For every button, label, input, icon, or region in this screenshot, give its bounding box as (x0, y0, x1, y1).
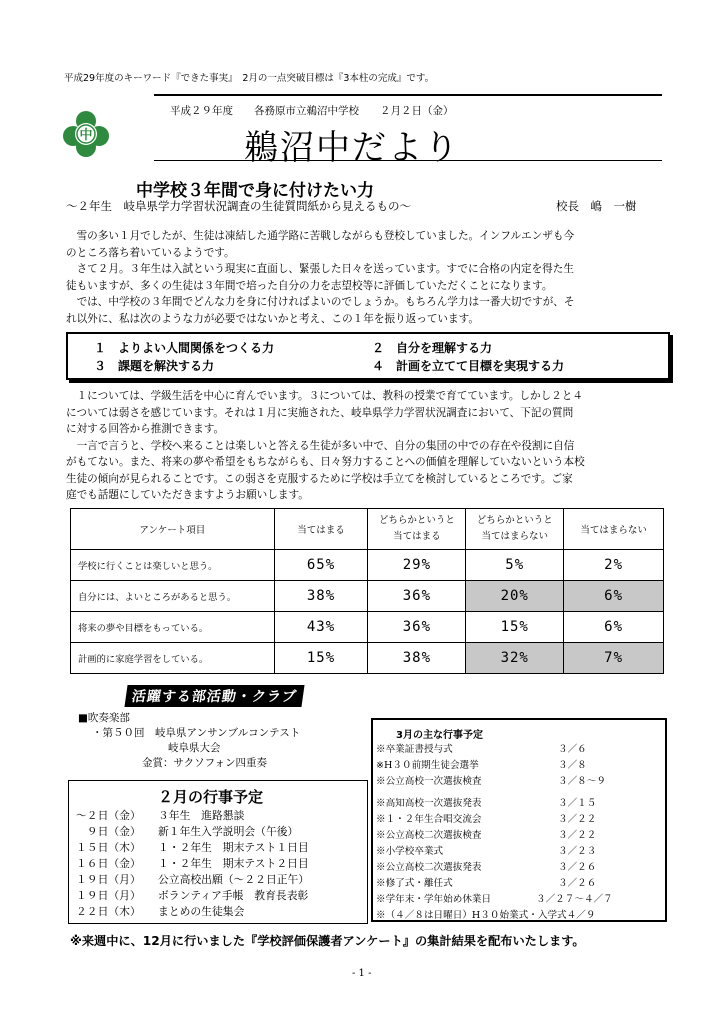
paragraph-line: 雪の多い１月でしたが、生徒は凍結した通学路に苦戦しながらも登校していました。インフルエンザも今 (76, 230, 575, 242)
percent-cell: 38% (274, 581, 368, 612)
list-item (376, 875, 596, 889)
percent-cell: 2% (564, 550, 664, 581)
event-name: 新１年生入学説明会（午後） (158, 825, 299, 838)
event-date: １５日（木） (76, 841, 141, 854)
percent-cell: 29% (368, 550, 466, 581)
paragraph-line: １については、学級生活を中心に育んでいます。３については、教科の授業で育てています。しかし２と４ (76, 390, 583, 402)
event-date: ３／６ (558, 744, 587, 755)
list-item (376, 773, 606, 787)
list-item (76, 856, 309, 871)
event-name: ※卒業証書授与式 (376, 744, 453, 755)
paragraph-line: に対する回答から推測できます。 (66, 423, 225, 435)
event-name: 公立高校出願（～２２日正午） (158, 873, 310, 886)
column-header: どちらかというと 当てはまらない (466, 509, 564, 550)
goal-item: ４ 計画を立てて目標を実現する力 (372, 359, 565, 373)
list-item (76, 808, 244, 823)
percent-cell-highlighted: 7% (564, 643, 664, 674)
article-author: 校長 嶋 一樹 (556, 199, 637, 213)
event-name: １・２年生 期末テスト１日目 (158, 841, 309, 854)
february-schedule-title: ２月の行事予定 (158, 788, 264, 806)
percent-cell: 5% (466, 550, 564, 581)
event-date: ３／２７～４／７ (536, 894, 613, 905)
survey-item: 将来の夢や目標をもっている。 (71, 612, 275, 643)
event-date: ３／２６ (558, 878, 597, 889)
event-name: ※公立高校二次選抜発表 (376, 862, 482, 873)
percent-cell-highlighted: 32% (466, 643, 564, 674)
event-date: ～２日（金） (76, 809, 141, 822)
list-item (376, 907, 595, 921)
paragraph-line: 一言で言うと、学校へ来ることは楽しいと答える生徒が多い中で、自分の集団の中での存在や役割に自信 (76, 439, 575, 452)
paragraph-line: れ以外に、私は次のような力が必要ではないかと考え、この１年を振り返っています。 (66, 312, 479, 325)
event-name: ３年生 進路懇談 (158, 809, 245, 822)
top-banner: 平成29年度のキーワード『できた事実』 2月の一点突破目標は『3本柱の完成』です。 (64, 73, 435, 84)
event-date: ３／２３ (558, 846, 597, 857)
table-header-row (71, 509, 664, 550)
event-name: ※修了式・離任式 (376, 878, 453, 889)
event-name: ボランティア手帳 教育長表彰 (158, 889, 309, 902)
paragraph-line: 徒もいますが、多くの生徒は３年間で培った自分の力を志望校等に評価していただくことになります。 (66, 279, 553, 292)
event-name: ※１・２年生合唱交流会 (376, 814, 482, 825)
notice-text: ※来週中に、12月に行いました『学校評価保護者アンケート』の集計結果を配布いたします。 (70, 934, 585, 948)
list-item (76, 904, 244, 919)
goal-item: ２ 自分を理解する力 (372, 341, 493, 355)
article-title: 中学校３年間で身に付けたい力 (136, 181, 374, 201)
event-name: ※公立高校一次選抜検査 (376, 776, 482, 787)
club-result: ・第５０回 岐阜県アンサンブルコンテスト (92, 727, 301, 739)
paragraph-line: がもてない。また、将来の夢や希望をもちながらも、日々努力することへの価値を理解していないという本校 (66, 456, 585, 468)
table-row (71, 550, 664, 581)
survey-item: 自分には、よいところがあると思う。 (71, 581, 275, 612)
percent-cell-highlighted: 6% (564, 581, 664, 612)
table-row (71, 643, 664, 674)
survey-item: 学校に行くことは楽しいと思う。 (71, 550, 275, 581)
list-item (376, 757, 587, 771)
event-date: ９日（金） (76, 825, 141, 838)
list-item (76, 872, 309, 887)
percent-cell: 36% (368, 612, 466, 643)
percent-cell: 15% (274, 643, 368, 674)
event-name: ※公立高校二次選抜検査 (376, 830, 482, 841)
article-subtitle: ～２年生 岐阜県学力学習状況調査の生徒質問紙から見えるもの～ (66, 199, 411, 213)
event-date: ２２日（木） (76, 905, 141, 918)
event-name: ※高知高校一次選抜発表 (376, 798, 482, 809)
percent-cell: 38% (368, 643, 466, 674)
event-date: ３／１５ (558, 798, 597, 809)
paragraph-line: のところ落ち着いているようです。 (66, 246, 235, 259)
club-result: 岐阜県大会 (168, 742, 221, 754)
event-date: １９日（月） (76, 889, 141, 902)
column-header: 当てはまる (274, 509, 368, 550)
list-item (76, 824, 298, 839)
list-item (376, 811, 596, 825)
percent-cell: 43% (274, 612, 368, 643)
event-name: ※H３０前期生徒会選挙 (376, 760, 479, 771)
paragraph-line: については弱さを感じています。それは１月に実施された、岐阜県学力学習状況調査において、下記の質問 (66, 406, 574, 419)
goal-item: １ よりよい人間関係をつくる力 (94, 341, 275, 355)
march-schedule-title: 3月の主な行事予定 (396, 730, 483, 741)
survey-item: 計画的に家庭学習をしている。 (71, 643, 275, 674)
percent-cell: 65% (274, 550, 368, 581)
paragraph-line: 生徒の傾向が見られることです。この弱さを克服するために学校は手立てを検討しているところです。ご家 (66, 472, 573, 485)
event-date: ３／２６ (558, 862, 597, 873)
event-date: ３／２２ (558, 814, 597, 825)
column-header: 当てはまらない (564, 509, 664, 550)
column-header: アンケート項目 (71, 509, 275, 550)
event-name: ※学年末・学年始め休業日 (376, 894, 492, 905)
club-award: 金賞：サクソフォン四重奏 (142, 757, 268, 769)
school-emblem-icon (62, 110, 110, 158)
event-date: １９日（月） (76, 873, 141, 886)
paragraph-line: では、中学校の３年間でどんな力を身に付ければよいのでしょうか。もちろん学力は一番大切ですが、そ (76, 296, 575, 308)
percent-cell-highlighted: 20% (466, 581, 564, 612)
list-item (376, 843, 596, 857)
school-date-line: 平成２９年度 各務原市立鵜沼中学校 ２月２日（金） (170, 105, 454, 117)
list-item (376, 741, 587, 755)
list-item (376, 859, 596, 873)
column-header: どちらかというと 当てはまる (368, 509, 466, 550)
event-name: ※小学校卒業式 (376, 846, 444, 857)
percent-cell: 15% (466, 612, 564, 643)
clubs-heading: 活躍する部活動・クラブ (124, 685, 304, 707)
event-date: ３／８ (558, 760, 587, 771)
paragraph-line: 庭でも話題にしていただきますようお願いします。 (66, 489, 309, 501)
event-name: ※（４／８は日曜日）H３０始業式・入学式４／９ (376, 910, 596, 921)
percent-cell: 6% (564, 612, 664, 643)
list-item (376, 827, 596, 841)
goals-box (66, 332, 670, 380)
table-row (71, 581, 664, 612)
list-item (76, 888, 308, 903)
table-row (71, 612, 664, 643)
club-name: ■吹奏楽部 (78, 712, 130, 724)
intro-paragraphs (66, 228, 670, 327)
analysis-paragraphs (66, 388, 670, 504)
event-date: ３／２２ (558, 830, 597, 841)
event-date: ３／８～９ (558, 776, 606, 787)
list-item (76, 840, 309, 855)
list-item (376, 795, 596, 809)
emblem-text: 中 (79, 128, 93, 143)
paragraph-line: さて２月。３年生は入試という現実に直面し、緊張した日々を送っています。すでに合格の内定を得た生 (76, 263, 574, 275)
page-number: - 1 - (352, 968, 372, 979)
goal-item: ３ 課題を解決する力 (94, 359, 215, 373)
survey-table (70, 508, 664, 674)
newsletter-title: 鵜沼中だより (244, 128, 460, 168)
event-date: １６日（金） (76, 857, 141, 870)
list-item (376, 891, 613, 905)
event-name: まとめの生徒集会 (158, 905, 245, 918)
event-name: １・２年生 期末テスト２日目 (158, 857, 309, 870)
percent-cell: 36% (368, 581, 466, 612)
